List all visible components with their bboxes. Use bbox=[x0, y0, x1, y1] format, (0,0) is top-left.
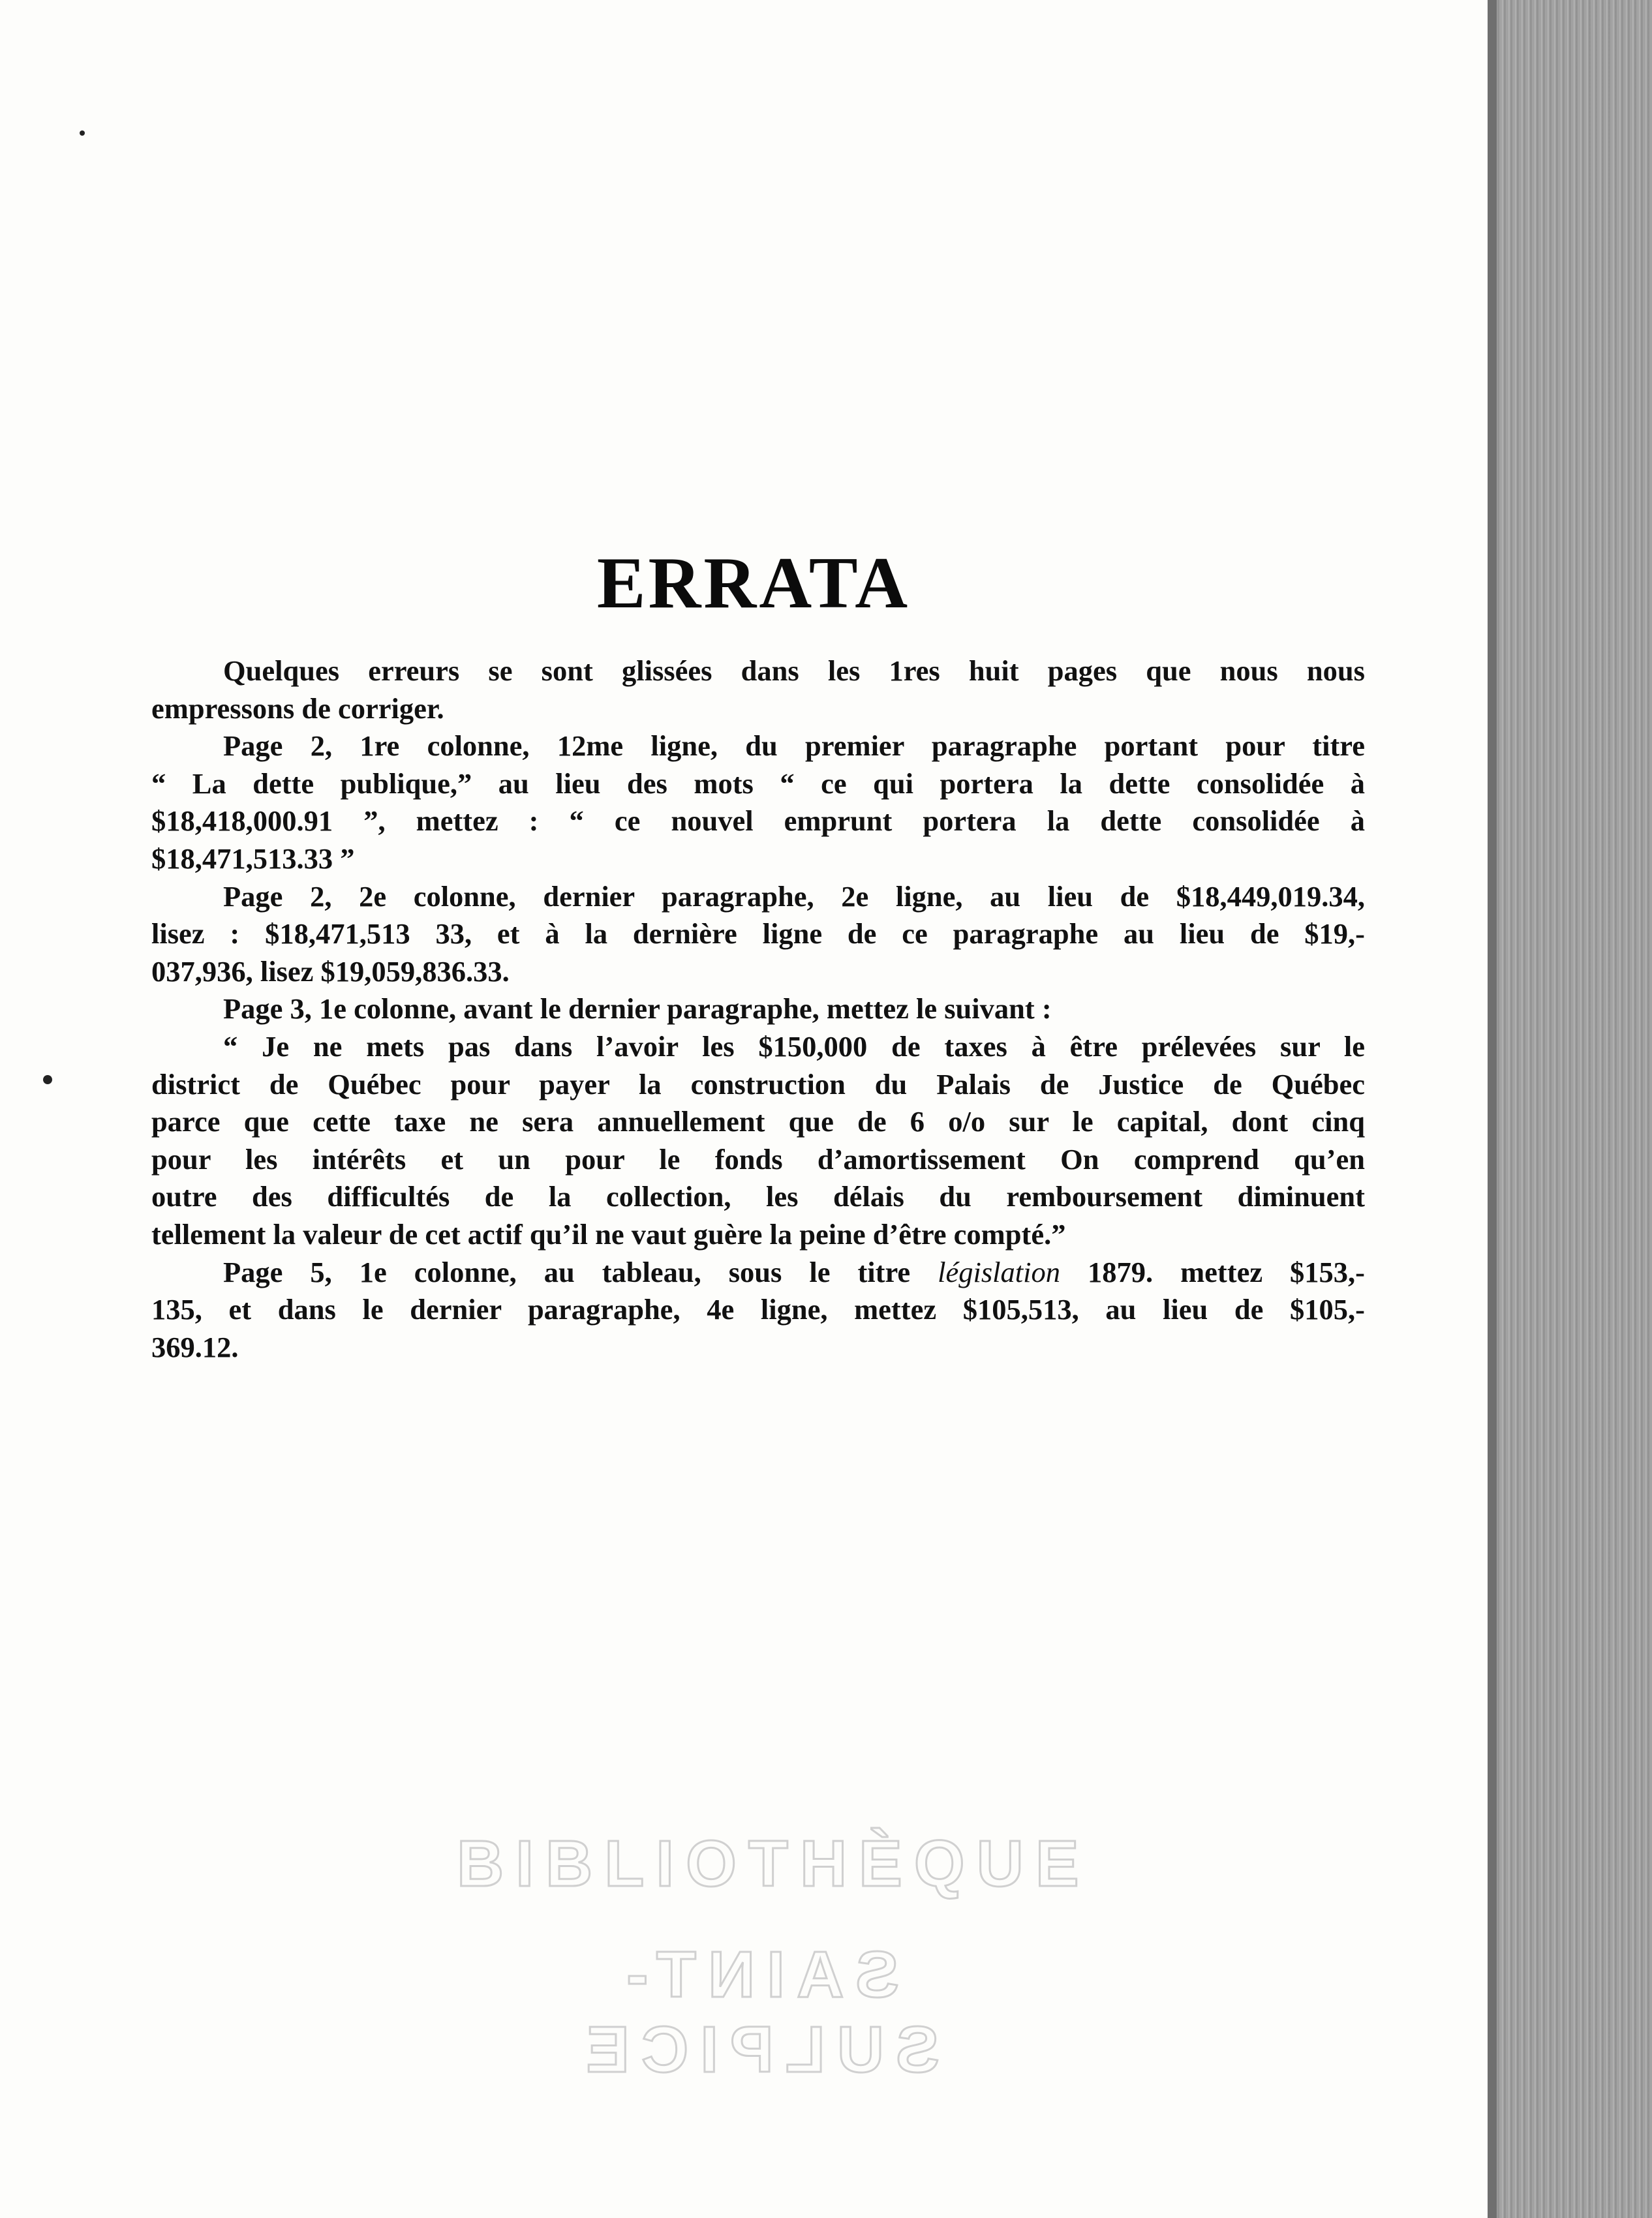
scan-speck bbox=[43, 1075, 52, 1084]
text-line: outre des difficultés de la collection, les délais du remboursement diminuent bbox=[151, 1180, 1365, 1213]
text-line: Page 2, 2e colonne, dernier paragraphe, 2e ligne, au lieu de $18,449,019.34, bbox=[223, 879, 1365, 913]
errata-body bbox=[151, 652, 1365, 1366]
text-line: $18,471,513.33 ” bbox=[151, 842, 355, 875]
text-line: lisez : $18,471,513 33, et à la dernière ligne de ce paragraphe au lieu de $19,- bbox=[151, 917, 1365, 950]
text-line: district de Québec pour payer la construction du Palais de Justice de Québec bbox=[151, 1067, 1365, 1101]
stamp-line: SAINT-SULPICE bbox=[574, 1938, 940, 2086]
text-line: 369.12. bbox=[151, 1330, 239, 1363]
scan-speck bbox=[80, 130, 85, 136]
text-line: $18,418,000.91 ”, mettez : “ ce nouvel emprunt portera la dette consolidée à bbox=[151, 804, 1365, 838]
text-line: 135, et dans le dernier paragraphe, 4e ligne, mettez $105,513, au lieu de $105,- bbox=[151, 1293, 1365, 1326]
text-line: parce que cette taxe ne sera annuellement que de 6 o/o sur le capital, dont cinq bbox=[151, 1105, 1365, 1138]
text-line: tellement la valeur de cet actif qu’il ne vaut guère la peine d’être compté.” bbox=[151, 1217, 1066, 1251]
text-line: “ Je ne mets pas dans l’avoir les $150,000 de taxes à être prélevées sur le bbox=[223, 1029, 1365, 1063]
text-line: “ La dette publique,” au lieu des mots “ ce qui portera la dette consolidée à bbox=[151, 767, 1365, 800]
italic-word: législation bbox=[938, 1255, 1061, 1288]
library-perforation-stamp bbox=[457, 1774, 1091, 2088]
text-line: pour les intérêts et un pour le fonds d’amortissement On comprend qu’en bbox=[151, 1142, 1365, 1176]
stamp-line: BIBLIOTHÈQUE bbox=[457, 1827, 1091, 1900]
page-edge-shadow bbox=[1488, 0, 1652, 2218]
text-line: empressons de corriger. bbox=[151, 691, 444, 725]
text-line: 037,936, lisez $19,059,836.33. bbox=[151, 954, 510, 988]
text-line: Page 3, 1e colonne, avant le dernier paragraphe, mettez le suivant : bbox=[223, 992, 1052, 1025]
text-run: Page 5, 1e colonne, au tableau, sous le titre bbox=[223, 1255, 938, 1288]
text-line: Quelques erreurs se sont glissées dans les 1res huit pages que nous nous bbox=[223, 654, 1365, 687]
text-line: Page 2, 1re colonne, 12me ligne, du premier paragraphe portant pour titre bbox=[223, 729, 1365, 763]
text-run: 1879. mettez $153,- bbox=[1060, 1255, 1366, 1288]
text-line bbox=[151, 1254, 1365, 1292]
page-title: ERRATA bbox=[596, 543, 911, 624]
